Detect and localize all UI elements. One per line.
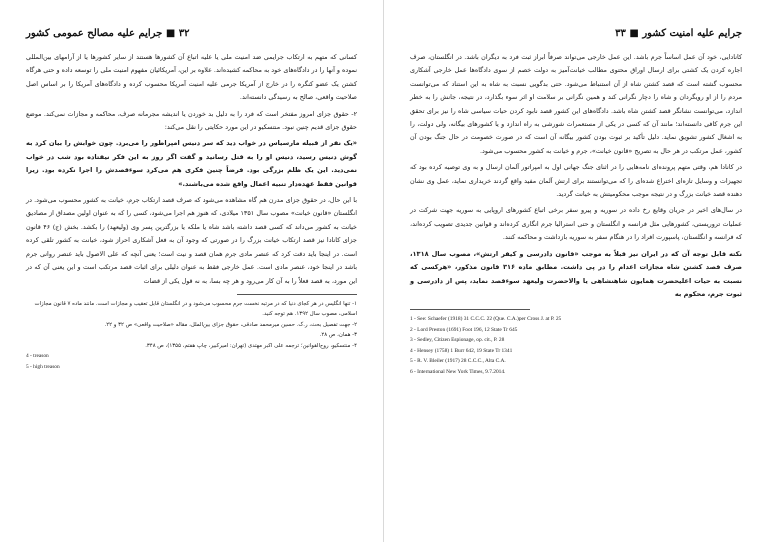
- footnote: ۳- همان، ص ۲۸.: [319, 332, 357, 339]
- paragraph: در کانادا هم، وقتی متهم پرونده‌ای نامه‌هایی را در اثنای جنگ جهانی اول به امپراتور آلمان ارسال و به وی توصیه کرده بود که تجهیزات و وسایل تازه‌ای اختراع شده‌ای را که می‌توانستند برای ارتش آلمان مفید واقع گردند خریداری نماید، عمل وی نشان دهنده قصد خیانت بزرگ و در نتیجه موجب محکومیتش به خیانت گردید.: [410, 163, 742, 199]
- footnote: ۱- تنها انگلیس در هر کجای دنیا که در مرتبه نخست جرم محسوب می‌شود و در انگلستان قابل تعقیب و مجازات است. مانند ماده ۷ قانون مجازات اسلامی، مصوب سال ۱۳۹۲. هم توجه کنید.: [34, 300, 357, 318]
- footnote-latin: 4 - treason: [26, 353, 49, 360]
- right-page: [384, 0, 768, 542]
- quote-paragraph: «یک نفر از قبیله مارسیاس در خواب دید که سر دنیس امپراطور را می‌برد. چون خوابش را بیان کرد به گوش دنیس رسید، دنیس او را به قتل رسانید و گفت اگر روز به این فکر نیفتاده بود شب در خواب نمی‌دید. این یک ظلم بزرگی بود. فرضاً چنین فکری هم می‌کرد سوءقصدش را اجرا نکرده بود. زیرا قوانین فقط عهده‌دار تنبیه اعمال واقع شده می‌باشند.»: [26, 139, 357, 188]
- footnote-latin: 6 - International New York Times, 9.7.2014.: [410, 368, 506, 375]
- left-page-body: [26, 51, 357, 288]
- right-footnotes: [410, 314, 742, 377]
- paragraph: کانادایی، خود آن عمل اساساً جرم باشد. این عمل خارجی می‌تواند صرفاً ابراز ثبت فرد به دیگران باشد. در انگلستان، صرف اجاره کردن یک کشتی برای ارسال اوراق محتوی مطالب خیانت‌آمیز به دولت خصم از سوی دادگاه‌ها عمل خارجی آشکاری محسوب گشته است که قصد کشتن شاه از آن استنباط می‌شود. حتی بدگویی نسبت به شاه به این استناد که می‌توانست مردم را از او رویگردان و شاه را دچار نگرانی کند و همین نگرانی بر سلامت او اثر سوء بگذارد، در نتیجه، جانش را به خطر اندازد، می‌توانست نشانگر قصد کشتن شاه باشد. دادگاه‌های این کشور قصد نابود کردن حیات سیاسی شاه را نیز برای تحقق این جرم کافی دانسته‌اند؛ مانند آن که کسی در یکی از مستعمرات شورشی به راه اندازد و یا کشورهای بیگانه، ولی دولت، را به اشغال کشور تشویق نماید. دلیل تأکید بر ثبوت بودن کشور بیگانه آن است که در صورت خصومت در حال جنگ بودن آن کشور، عمل مرتکب در هر حال به تصریح «قانون خیانت»، جرم و خیانت به کشور محسوب می‌شود.: [410, 53, 742, 155]
- footnote-latin: 5 - high treason: [26, 363, 60, 370]
- paragraph: با این حال، در حقوق جزای مدرن هم گاه مشاهده می‌شود که صرف قصد ارتکاب جرم، خیانت به کشور محسوب می‌شود. در انگلستان «قانون خیانت» مصوب سال ۱۳۵۱ میلادی، که هنوز هم اجرا می‌شود، کسی را که به عنوان اولین مصداق از مصادیق خیانت به کشور می‌داند که کسی قصد داشته باشد شاه یا ملکه یا بزرگترین پسر وی (ولیعهد) را بکشد. بخش (ج) ۴۶ قانون جزای کانادا نیز قصد ارتکاب خیانت بزرگ را در صورتی که وجود آن به فعل آشکاری احراز شود، خیانت به کشور تلقی کرده است. در اینجا باید دقت کرد که عنصر مادی جرم همان قصد و نیت است؛ یعنی آنچه که علی الاصول باید عنصر روانی جرم باشد در اینجا خود، عنصر مادی است. عمل خارجی فقط به عنوان دلیلی برای اثبات قصد مرتکب است و این یعنی آن که در این مورد، به قصد فعلاً را به آن کار می‌رود و هر چه بسا، به نه قول یکی از قضات: [26, 196, 358, 285]
- right-page-body: [410, 51, 742, 301]
- footnote: ۴- منتسکیو، روح‌القوانین؛ ترجمه علی اکبر مهتدی (تهران: امیرکبیر، چاپ هفتم، ۱۳۵۵)، ص ۳۴۸.: [145, 342, 357, 349]
- footnote-divider: [410, 309, 530, 310]
- footnote-latin: 4 - Hensey (1758) 1 Burr 642, 19 State Tr 1341: [410, 347, 513, 354]
- footnote-latin: 5 - R. V. Bleiler (1917) 28 C.C.C., Alta C.A.: [410, 358, 506, 365]
- paragraph: در سال‌های اخیر در جریان وقایع رخ داده در سوریه و پیرو سفر برخی اتباع کشورهای اروپایی به سوریه جهت شرکت در عملیات تروریستی، کشورهایی مثل فرانسه و انگلستان و حتی استرالیا جرم انگاری کرده‌اند و قوانین جدیدی تصویب کرده‌اند، که فرانسه و انگلستان، پاسپورت افراد را در هنگام سفر به سوریه بازداشت و محاکمه کنند.: [410, 206, 742, 242]
- footnote-divider: [237, 294, 357, 295]
- footnote-latin: 1 - See: Schaefer (1918) 31 C.C.C. 22 (Que. C.A.)per Cross J. at P. 25: [410, 316, 562, 323]
- footnote-latin: 3 - Sedley, Citizen Espionage, op. cit., P. 28: [410, 337, 505, 344]
- footnote: ۲- جهت تفصیل بحث، ر.ک. حسین میرمحمد صادقی، حقوق جزای بین‌الملل، مقاله «صلاحیت واقعی» ص ۳۲ و ۲۲.: [104, 321, 357, 328]
- paragraph: نکته قابل توجه آن که در ایران نیز قبلاً به موجب «قانون دادرسی و کیفر ارتش»، مصوب سال ۱۳۱۸، صرف قصد کشتن شاه مجازات اعدام را در پی داشت. مطابق ماده ۳۱۶ قانون مذکور، «هرکسی که نسبت به حیات اعلیحضرت همایون شاهنشاهی یا والاحضرت ولیعهد سوءقصد نماید، پس از دادرسی و ثبوت جرم، محکوم به: [410, 249, 743, 298]
- footnote-latin: 2 - Lord Preston (1691) Foot 196, 12 State Tr 645: [410, 326, 518, 333]
- right-page-header: جرایم علیه امنیت کشور ■ ۳۳: [615, 28, 742, 39]
- paragraph: کسانی که متهم به ارتکاب جرایمی ضد امنیت ملی یا علیه اتباع آن کشورها هستند از سایر کشورها یا از آرامهای بین‌المللی نموده و آنها را در دادگاه‌های خود به محاکمه کشیده‌اند. علاوه بر این، آمریکائیان مفهوم امنیت ملی را توسعه داده و حتی هرگاه کشتن یک عضو کنگره را در خارج از آمریکا جرمی علیه امنیت آمریکا محسوب کرده و دادگاه‌های آمریکا را بر اساس اصل صلاحیت واقعی، صالح به رسیدگی دانسته‌اند.: [26, 53, 357, 102]
- left-footnotes: [26, 299, 357, 373]
- paragraph: ۲- حقوق جزای امروز مفتخر است که فرد را به دلیل بد خوردن یا اندیشه مجرمانه صرف، محاکمه و مجازات نمی‌کند. موضع حقوق جزای قدیم چنین نبود. منتسکیو در این مورد حکایتی را نقل می‌کند:: [26, 109, 357, 132]
- left-page-header: ۳۲ ■ جرایم علیه مصالح عمومی کشور: [26, 28, 190, 39]
